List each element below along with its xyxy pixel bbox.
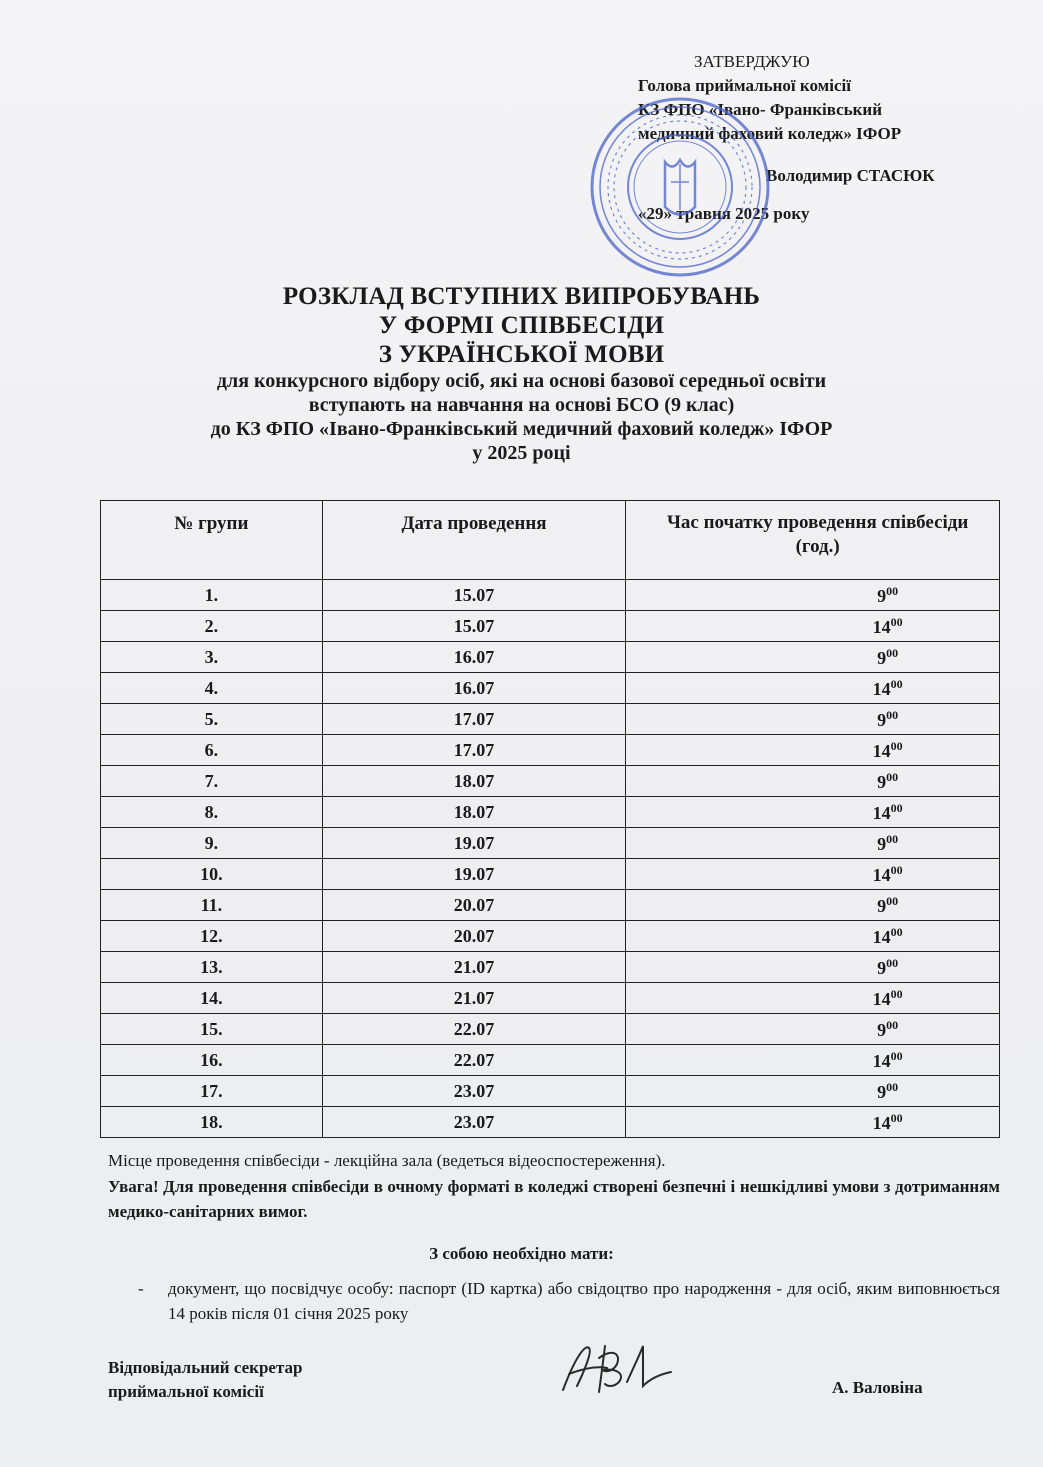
time-hour: 9: [877, 833, 887, 854]
time-hour: 14: [872, 1112, 891, 1133]
subtitle-line-2: вступають на навчання на основі БСО (9 клас): [308, 394, 735, 416]
cell-time: [626, 766, 1000, 797]
cell-date: 22.07: [322, 1014, 626, 1045]
table-row: [101, 642, 1000, 673]
time-hour: 14: [872, 616, 891, 637]
table-row: [101, 1107, 1000, 1138]
cell-date: 19.07: [322, 828, 626, 859]
cell-date: 21.07: [322, 952, 626, 983]
time-hour: 14: [872, 864, 891, 885]
handwritten-signature-icon: [555, 1338, 675, 1398]
table-row: [101, 797, 1000, 828]
official-stamp-icon: [585, 92, 775, 282]
time-hour: 14: [872, 926, 891, 947]
time-hour: 14: [872, 802, 891, 823]
cell-group: 3.: [101, 642, 323, 673]
table-header-row: [101, 501, 1000, 580]
table-row: [101, 766, 1000, 797]
cell-time: [626, 1014, 1000, 1045]
approval-org-line1: КЗ ФПО «Івано- Франківський: [638, 100, 883, 119]
signatory-role: [108, 1356, 302, 1404]
warning-note: Увага! Для проведення співбесіди в очному форматі в коледжі створені безпечні і нешкідливі умови з дотриманням медико-санітарних вимог.: [108, 1177, 1000, 1221]
cell-date: 17.07: [322, 735, 626, 766]
signatory-role-line1: Відповідальний секретар: [108, 1358, 303, 1377]
time-minutes: 00: [886, 769, 899, 784]
table-row: [101, 673, 1000, 704]
table-row: [101, 859, 1000, 890]
cell-time: [626, 611, 1000, 642]
time-hour: 14: [872, 678, 891, 699]
cell-group: 7.: [101, 766, 323, 797]
cell-group: 13.: [101, 952, 323, 983]
cell-time: [626, 952, 1000, 983]
cell-group: 9.: [101, 828, 323, 859]
cell-date: 20.07: [322, 921, 626, 952]
time-minutes: 00: [886, 955, 899, 970]
approval-org-line2: медичний фаховий коледж» ІФОР: [638, 124, 902, 143]
time-minutes: 00: [890, 986, 903, 1001]
time-minutes: 00: [886, 583, 899, 598]
cell-date: 22.07: [322, 1045, 626, 1076]
title-line-2: У ФОРМІ СПІВБЕСІДИ: [378, 312, 665, 339]
time-hour: 9: [877, 1081, 887, 1102]
venue-note: Місце проведення співбесіди - лекційна зала (ведеться відеоспостереження).: [108, 1151, 666, 1170]
table-row: [101, 611, 1000, 642]
document-title: [0, 282, 1043, 465]
cell-time: [626, 1107, 1000, 1138]
table-row: [101, 1076, 1000, 1107]
signatory-role-line2: приймальної комісії: [108, 1382, 264, 1401]
table-row: [101, 983, 1000, 1014]
cell-date: 23.07: [322, 1107, 626, 1138]
cell-group: 17.: [101, 1076, 323, 1107]
time-hour: 14: [872, 1050, 891, 1071]
time-hour: 9: [877, 647, 887, 668]
time-minutes: 00: [890, 614, 903, 629]
time-hour: 9: [877, 957, 887, 978]
subtitle-line-4: у 2025 році: [472, 442, 571, 464]
title-line-3: З УКРАЇНСЬКОЇ МОВИ: [378, 341, 665, 368]
cell-date: 20.07: [322, 890, 626, 921]
table-row: [101, 828, 1000, 859]
cell-group: 15.: [101, 1014, 323, 1045]
cell-date: 21.07: [322, 983, 626, 1014]
cell-date: 19.07: [322, 859, 626, 890]
subtitle-line-3: до КЗ ФПО «Івано-Франківський медичний фаховий коледж» ІФОР: [210, 418, 833, 440]
cell-date: 16.07: [322, 642, 626, 673]
cell-group: 5.: [101, 704, 323, 735]
table-row: [101, 1045, 1000, 1076]
table-row: [101, 1014, 1000, 1045]
time-minutes: 00: [890, 676, 903, 691]
table-row: [101, 890, 1000, 921]
cell-group: 18.: [101, 1107, 323, 1138]
approval-date: «29» травня 2025 року: [638, 204, 810, 223]
cell-date: 18.07: [322, 766, 626, 797]
time-hour: 14: [872, 740, 891, 761]
cell-date: 23.07: [322, 1076, 626, 1107]
approval-role: Голова приймальної комісії: [638, 76, 851, 95]
time-minutes: 00: [886, 645, 899, 660]
cell-group: 12.: [101, 921, 323, 952]
cell-time: [626, 859, 1000, 890]
cell-date: 15.07: [322, 580, 626, 611]
time-hour: 9: [877, 585, 887, 606]
cell-group: 1.: [101, 580, 323, 611]
cell-group: 11.: [101, 890, 323, 921]
cell-date: 16.07: [322, 673, 626, 704]
cell-group: 10.: [101, 859, 323, 890]
approval-name: Володимир СТАСЮК: [766, 166, 935, 185]
cell-group: 6.: [101, 735, 323, 766]
table-body: [101, 580, 1000, 1138]
cell-group: 14.: [101, 983, 323, 1014]
cell-group: 8.: [101, 797, 323, 828]
time-minutes: 00: [886, 707, 899, 722]
time-hour: 9: [877, 709, 887, 730]
cell-time: [626, 797, 1000, 828]
subtitle-line-1: для конкурсного відбору осіб, які на основі базової середньої освіти: [216, 370, 827, 392]
header-group: № групи: [101, 501, 323, 580]
cell-time: [626, 921, 1000, 952]
cell-group: 2.: [101, 611, 323, 642]
header-date: Дата проведення: [322, 501, 626, 580]
cell-time: [626, 1076, 1000, 1107]
cell-time: [626, 983, 1000, 1014]
time-minutes: 00: [890, 924, 903, 939]
time-minutes: 00: [890, 1048, 903, 1063]
bring-list: [138, 1276, 1000, 1326]
signatory-name: А. Валовіна: [832, 1378, 923, 1397]
time-hour: 9: [877, 1019, 887, 1040]
header-time: Час початку проведення співбесіди (год.): [626, 501, 1000, 580]
cell-time: [626, 828, 1000, 859]
bring-title: З собою необхідно мати:: [429, 1244, 614, 1263]
time-hour: 9: [877, 895, 887, 916]
table-row: [101, 704, 1000, 735]
cell-time: [626, 890, 1000, 921]
cell-time: [626, 673, 1000, 704]
table-row: [101, 952, 1000, 983]
cell-time: [626, 642, 1000, 673]
table-row: [101, 921, 1000, 952]
time-minutes: 00: [886, 1079, 899, 1094]
cell-time: [626, 580, 1000, 611]
time-minutes: 00: [890, 800, 903, 815]
time-minutes: 00: [886, 831, 899, 846]
time-minutes: 00: [890, 738, 903, 753]
time-minutes: 00: [886, 893, 899, 908]
notes-block: [108, 1148, 1000, 1224]
table-row: [101, 580, 1000, 611]
title-line-1: РОЗКЛАД ВСТУПНИХ ВИПРОБУВАНЬ: [282, 283, 761, 310]
list-item: документ, що посвідчує особу: паспорт (ID картка) або свідоцтво про народження - для осіб, яким виповнюється 14 років після 01 січня 2025 року: [168, 1279, 1000, 1323]
table-row: [101, 735, 1000, 766]
cell-group: 4.: [101, 673, 323, 704]
approval-heading: ЗАТВЕРДЖУЮ: [694, 52, 810, 71]
time-minutes: 00: [890, 862, 903, 877]
cell-time: [626, 1045, 1000, 1076]
time-hour: 14: [872, 988, 891, 1009]
time-minutes: 00: [890, 1110, 903, 1125]
cell-time: [626, 704, 1000, 735]
time-hour: 9: [877, 771, 887, 792]
cell-group: 16.: [101, 1045, 323, 1076]
cell-date: 18.07: [322, 797, 626, 828]
cell-time: [626, 735, 1000, 766]
time-minutes: 00: [886, 1017, 899, 1032]
list-dash: -: [138, 1279, 144, 1298]
cell-date: 15.07: [322, 611, 626, 642]
cell-date: 17.07: [322, 704, 626, 735]
schedule-table: [100, 500, 1000, 1138]
